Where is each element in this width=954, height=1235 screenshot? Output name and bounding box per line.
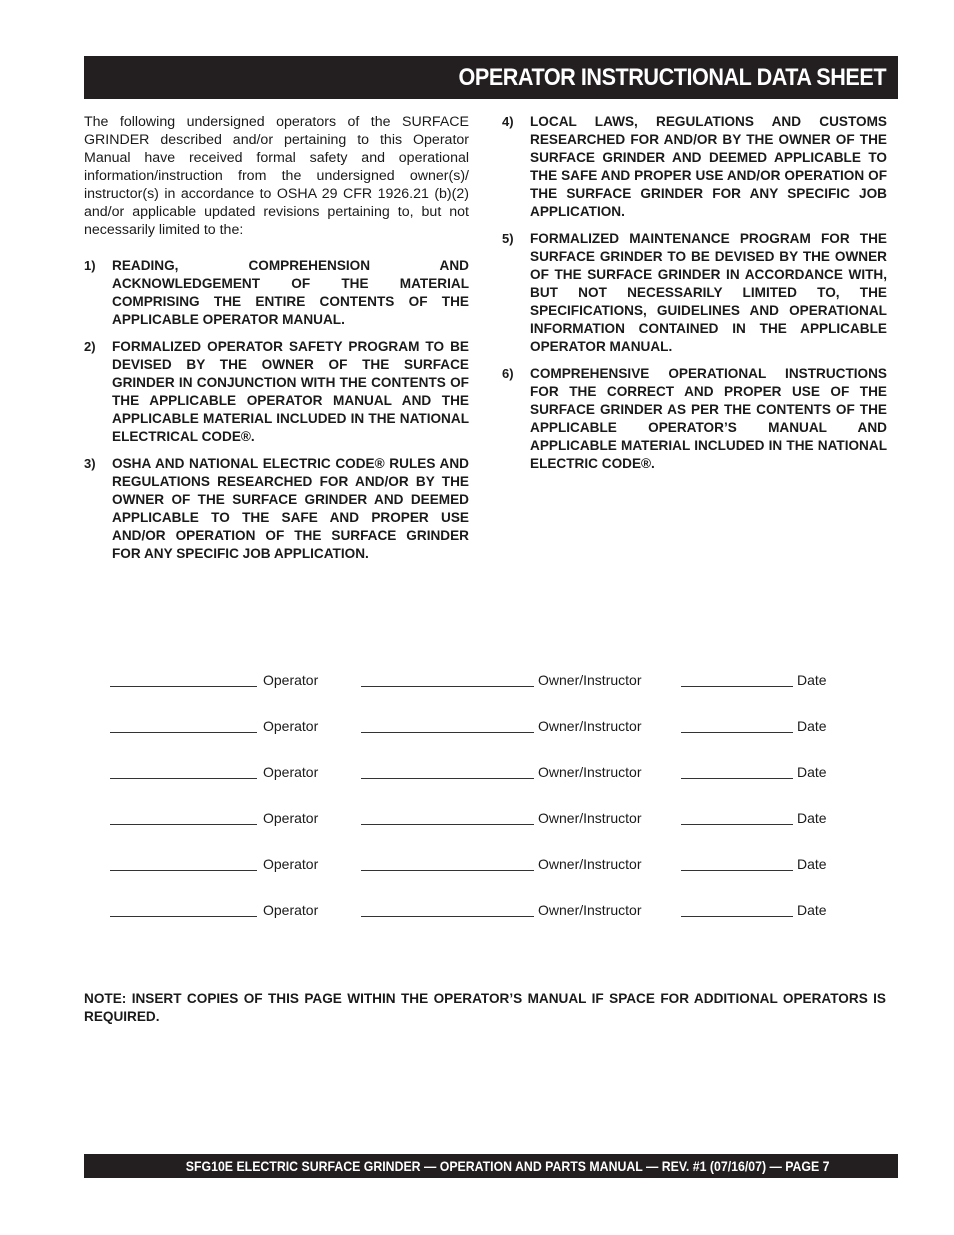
page-title: OPERATOR INSTRUCTIONAL DATA SHEET: [458, 64, 886, 91]
owner-signature-line[interactable]: [361, 902, 534, 917]
operator-signature-line[interactable]: [110, 672, 257, 687]
item-number: 4): [502, 114, 514, 129]
list-item-5: [502, 230, 887, 356]
operator-signature-line[interactable]: [110, 718, 257, 733]
operator-label: Operator: [263, 902, 319, 918]
owner-label: Owner/Instructor: [538, 764, 642, 780]
operator-label: Operator: [263, 764, 319, 780]
footer-bar: [84, 1154, 898, 1178]
list-item-1: [84, 257, 469, 329]
item-number: 2): [84, 339, 96, 354]
item-number: 5): [502, 231, 514, 246]
list-item-4: [502, 113, 887, 221]
operator-label: Operator: [263, 672, 319, 688]
signature-row: [110, 718, 870, 764]
list-item-2: [84, 338, 469, 446]
note-text: NOTE: INSERT COPIES OF THIS PAGE WITHIN THE OPERATOR’S MANUAL IF SPACE FOR ADDITIONAL OPERATORS IS REQUIRED.: [84, 991, 886, 1024]
item-number: 1): [84, 258, 96, 273]
item-text: LOCAL LAWS, REGULATIONS AND CUSTOMS RESEARCHED FOR AND/OR BY THE OWNER OF THE SURFACE GRINDER AND DEEMED APPLICABLE TO THE SAFE AND PROPER USE AND/OR OPERATION OF THE SURFACE GRINDER FOR ANY SPECIFIC JOB APPLICATION.: [530, 114, 887, 219]
owner-label: Owner/Instructor: [538, 856, 642, 872]
date-line[interactable]: [681, 764, 793, 779]
date-label: Date: [797, 672, 827, 688]
date-line[interactable]: [681, 810, 793, 825]
operator-signature-line[interactable]: [110, 856, 257, 871]
owner-signature-line[interactable]: [361, 672, 534, 687]
signature-row: [110, 810, 870, 856]
signature-row: [110, 672, 870, 718]
owner-signature-line[interactable]: [361, 718, 534, 733]
signature-table: [110, 672, 870, 948]
owner-signature-line[interactable]: [361, 764, 534, 779]
date-line[interactable]: [681, 902, 793, 917]
date-line[interactable]: [681, 718, 793, 733]
owner-label: Owner/Instructor: [538, 672, 642, 688]
signature-row: [110, 764, 870, 810]
date-line[interactable]: [681, 856, 793, 871]
signature-row: [110, 902, 870, 948]
item-number: 6): [502, 366, 514, 381]
operator-label: Operator: [263, 810, 319, 826]
signature-row: [110, 856, 870, 902]
left-column: [84, 113, 469, 572]
operator-label: Operator: [263, 856, 319, 872]
date-label: Date: [797, 810, 827, 826]
item-text: READING, COMPREHENSION AND ACKNOWLEDGEMENT OF THE MATERIAL COMPRISING THE ENTIRE CONTENTS OF THE APPLICABLE OPERATOR MANUAL.: [112, 258, 469, 327]
list-item-3: [84, 455, 469, 563]
date-label: Date: [797, 856, 827, 872]
operator-signature-line[interactable]: [110, 810, 257, 825]
operator-signature-line[interactable]: [110, 902, 257, 917]
item-text: FORMALIZED OPERATOR SAFETY PROGRAM TO BE DEVISED BY THE OWNER OF THE SURFACE GRINDER IN CONJUNCTION WITH THE CONTENTS OF THE APPLICABLE OPERATOR MANUAL AND THE APPLICABLE MATERIAL INCLUDED IN THE NATIONAL ELECTRICAL CODE®.: [112, 339, 469, 444]
item-text: OSHA AND NATIONAL ELECTRIC CODE® RULES AND REGULATIONS RESEARCHED FOR AND/OR BY THE OWNER OF THE SURFACE GRINDER AND DEEMED APPLICABLE TO THE SAFE AND PROPER USE AND/OR OPERATION OF THE SURFACE GRINDER FOR ANY SPECIFIC JOB APPLICATION.: [112, 456, 469, 561]
right-column: [502, 113, 887, 482]
list-item-6: [502, 365, 887, 473]
owner-signature-line[interactable]: [361, 856, 534, 871]
date-label: Date: [797, 718, 827, 734]
owner-label: Owner/Instructor: [538, 718, 642, 734]
date-line[interactable]: [681, 672, 793, 687]
owner-label: Owner/Instructor: [538, 902, 642, 918]
operator-signature-line[interactable]: [110, 764, 257, 779]
item-number: 3): [84, 456, 96, 471]
owner-label: Owner/Instructor: [538, 810, 642, 826]
date-label: Date: [797, 902, 827, 918]
item-text: FORMALIZED MAINTENANCE PROGRAM FOR THE SURFACE GRINDER TO BE DEVISED BY THE OWNER OF THE SURFACE GRINDER IN ACCORDANCE WITH, BUT NOT NECESSARILY LIMITED TO, THE SPECIFICATIONS, GUIDELINES AND OPERATIONAL INFORMATION CONTAINED IN THE APPLICABLE OPERATOR MANUAL.: [530, 231, 887, 354]
intro-paragraph: The following undersigned operators of the SURFACE GRINDER described and/or pertaining to this Operator Manual have received formal safety and operational information/instruction from the undersigned owner(s)/ instructor(s) in accordance to OSHA 29 CFR 1926.21 (b)(2) and/or applicable updated revisions pertaining to, but not necessarily limited to the:: [84, 114, 469, 238]
footer-text: SFG10E ELECTRIC SURFACE GRINDER — OPERATION AND PARTS MANUAL — REV. #1 (07/16/07) — PAGE 7: [186, 1158, 830, 1174]
item-text: COMPREHENSIVE OPERATIONAL INSTRUCTIONS FOR THE CORRECT AND PROPER USE OF THE SURFACE GRINDER AS PER THE CONTENTS OF THE APPLICABLE OPERATOR’S MANUAL AND APPLICABLE MATERIAL INCLUDED IN THE NATIONAL ELECTRIC CODE®.: [530, 366, 887, 471]
operator-label: Operator: [263, 718, 319, 734]
title-bar: [84, 56, 898, 99]
owner-signature-line[interactable]: [361, 810, 534, 825]
date-label: Date: [797, 764, 827, 780]
